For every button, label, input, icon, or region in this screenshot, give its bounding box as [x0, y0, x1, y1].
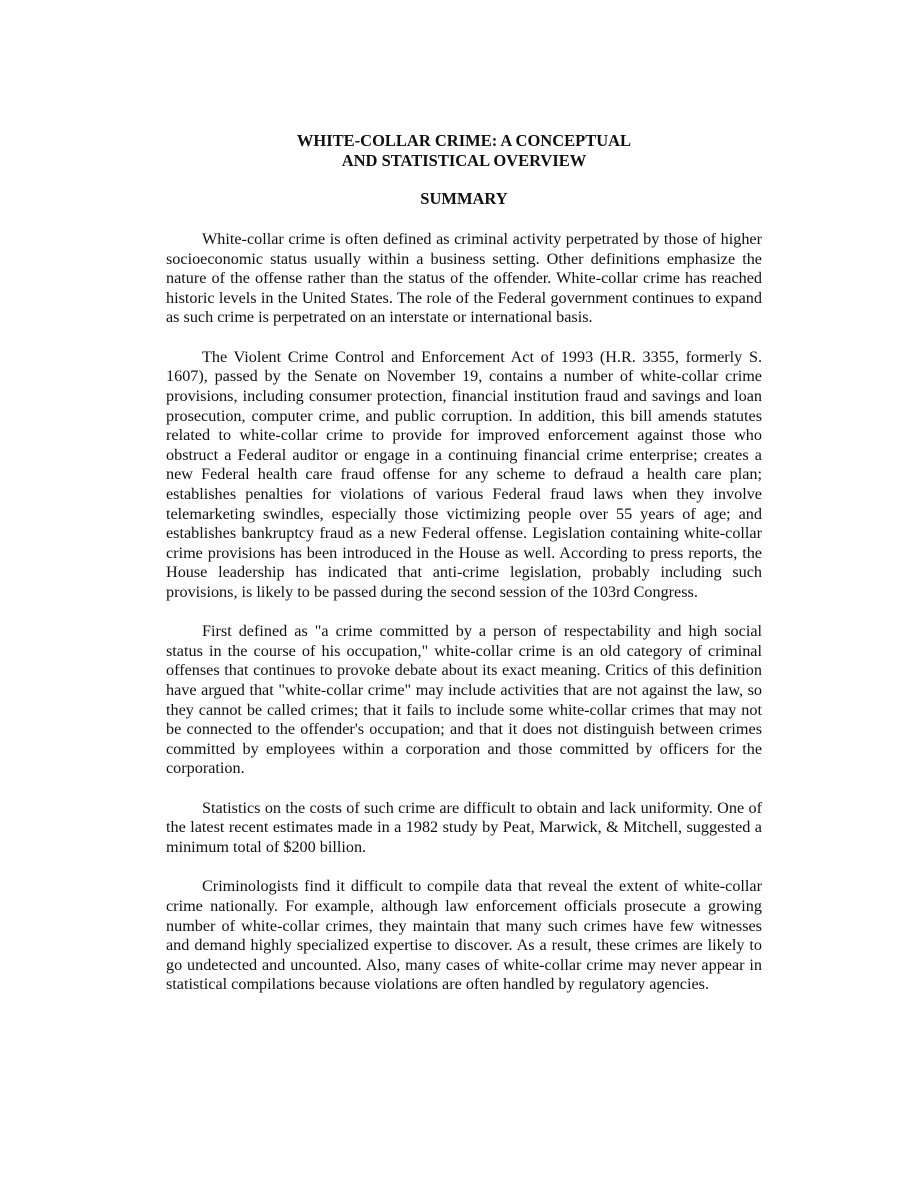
paragraph-data-difficulty: Criminologists find it difficult to compile data that reveal the extent of white-collar crime nationally. For example, although law enforcement officials prosecute a growing number of white-collar crimes, they maintain that many such crimes have few witnesses and demand highly specialized expertise to discover. As a result, these crimes are likely to go undetected and uncounted. Also, many cases of white-collar crime may never appear in statistical compilations because violations are often handled by regulatory agencies. — [166, 877, 762, 994]
title-line-2: AND STATISTICAL OVERVIEW — [341, 150, 587, 170]
title-line-1: WHITE-COLLAR CRIME: A CONCEPTUAL — [296, 131, 632, 150]
document-title — [166, 131, 762, 170]
summary-body — [166, 230, 762, 1015]
summary-heading: SUMMARY — [420, 189, 508, 208]
paragraph-legislation: The Violent Crime Control and Enforcement Act of 1993 (H.R. 3355, formerly S. 1607), passed by the Senate on November 19, contains a number of white-collar crime provisions, including consumer protection, financial institution fraud and savings and loan prosecution, computer crime, and public corruption. In addition, this bill amends statutes related to white-collar crime to provide for improved enforcement against those who obstruct a Federal auditor or engage in a continuing financial crime enterprise; creates a new Federal health care fraud offense for any scheme to defraud a health care plan; establishes penalties for violations of various Federal fraud laws when they involve telemarketing swindles, especially those victimizing people over 55 years of age; and establishes bankruptcy fraud as a new Federal offense. Legislation containing white-collar crime provisions has been introduced in the House as well. According to press reports, the House leadership has indicated that anti-crime legislation, probably including such provisions, is likely to be passed during the second session of the 103rd Congress. — [166, 347, 762, 601]
paragraph-statistics: Statistics on the costs of such crime are difficult to obtain and lack uniformity. One of the latest recent estimates made in a 1982 study by Peat, Marwick, & Mitchell, suggested a minimum total of $200 billion. — [166, 798, 762, 857]
paragraph-definition: White-collar crime is often defined as criminal activity perpetrated by those of higher socioeconomic status usually within a business setting. Other definitions emphasize the nature of the offense rather than the status of the offender. White-collar crime has reached historic levels in the United States. The role of the Federal government continues to expand as such crime is perpetrated on an interstate or international basis. — [166, 230, 762, 327]
paragraph-origin: First defined as "a crime committed by a person of respectability and high social status in the course of his occupation," white-collar crime is an old category of criminal offenses that continues to provoke debate about its exact meaning. Critics of this definition have argued that "white-collar crime" may include activities that are not against the law, so they cannot be called crimes; that it fails to include some white-collar crimes that may not be connected to the offender's occupation; and that it does not distinguish between crimes committed by employees within a corporation and those committed by officers for the corporation. — [166, 622, 762, 778]
